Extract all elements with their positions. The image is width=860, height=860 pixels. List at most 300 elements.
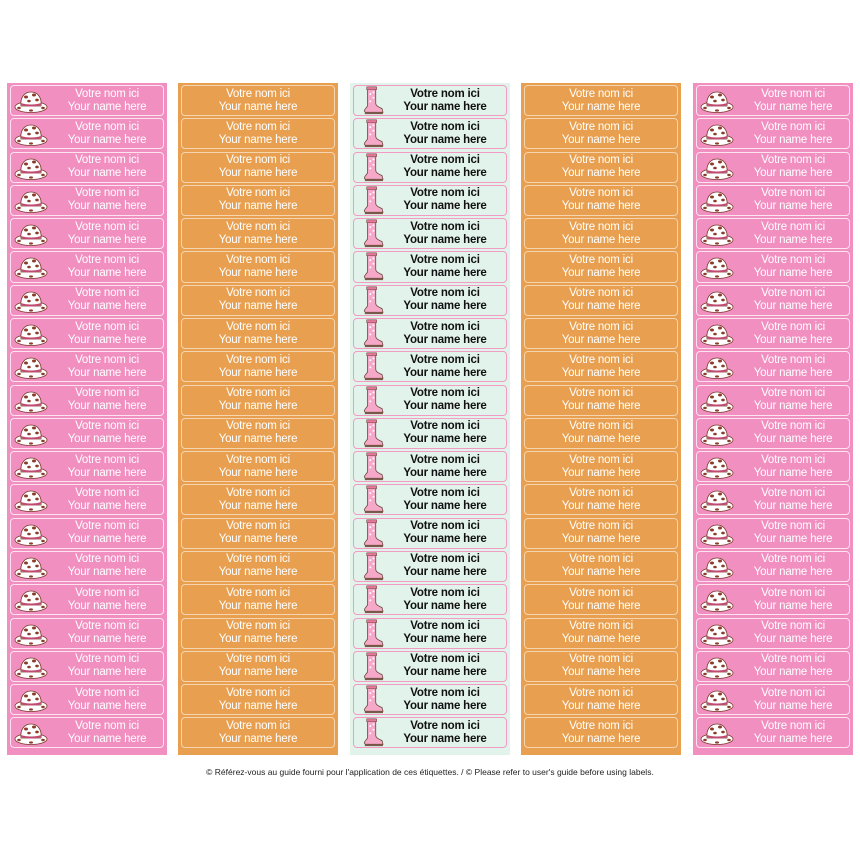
label-name-en: Your name here [67, 699, 147, 712]
label-text [737, 288, 849, 313]
label-text [384, 288, 506, 313]
name-label [353, 218, 507, 249]
label-name-en: Your name here [753, 599, 833, 612]
label-name-en: Your name here [561, 133, 641, 146]
label-text [384, 487, 506, 512]
name-label [353, 251, 507, 282]
name-label [524, 318, 678, 349]
label-text [182, 554, 334, 579]
label-text [525, 321, 677, 346]
name-label [181, 85, 335, 116]
name-label [181, 484, 335, 515]
label-name-en: Your name here [561, 200, 641, 213]
name-label [181, 118, 335, 149]
label-text [384, 521, 506, 546]
label-text [525, 88, 677, 113]
label-text [737, 687, 849, 712]
label-text [182, 188, 334, 213]
label-name-fr: Votre nom ici [410, 620, 480, 633]
label-name-fr: Votre nom ici [75, 620, 139, 633]
label-name-en: Your name here [67, 533, 147, 546]
cowboy-hat-icon [14, 254, 48, 280]
name-label [696, 518, 850, 549]
label-name-en: Your name here [67, 666, 147, 679]
label-name-en: Your name here [218, 133, 298, 146]
label-name-fr: Votre nom ici [75, 287, 139, 300]
label-name-fr: Votre nom ici [410, 220, 480, 233]
label-text [51, 720, 163, 745]
label-text [525, 354, 677, 379]
cowboy-boot-icon [362, 252, 384, 281]
label-text [384, 454, 506, 479]
label-text [384, 188, 506, 213]
cowboy-hat-icon [14, 421, 48, 447]
label-name-fr: Votre nom ici [761, 653, 825, 666]
label-name-en: Your name here [218, 100, 298, 113]
label-name-en: Your name here [561, 233, 641, 246]
label-name-fr: Votre nom ici [75, 653, 139, 666]
label-name-fr: Votre nom ici [569, 253, 633, 266]
label-name-fr: Votre nom ici [569, 620, 633, 633]
name-label [10, 185, 164, 216]
label-text [384, 720, 506, 745]
label-name-fr: Votre nom ici [761, 686, 825, 699]
label-name-fr: Votre nom ici [761, 253, 825, 266]
cowboy-hat-icon [14, 288, 48, 314]
name-label [696, 251, 850, 282]
label-name-en: Your name here [561, 599, 641, 612]
label-name-fr: Votre nom ici [410, 120, 480, 133]
label-name-en: Your name here [403, 466, 487, 479]
label-name-en: Your name here [753, 233, 833, 246]
label-name-fr: Votre nom ici [569, 453, 633, 466]
label-name-en: Your name here [753, 699, 833, 712]
label-name-fr: Votre nom ici [569, 287, 633, 300]
label-name-fr: Votre nom ici [569, 353, 633, 366]
label-name-en: Your name here [67, 233, 147, 246]
label-name-en: Your name here [561, 566, 641, 579]
label-name-en: Your name here [67, 633, 147, 646]
cowboy-hat-icon [14, 554, 48, 580]
name-label [181, 152, 335, 183]
name-label [696, 551, 850, 582]
label-name-fr: Votre nom ici [761, 187, 825, 200]
label-text [737, 321, 849, 346]
label-name-en: Your name here [67, 732, 147, 745]
label-name-fr: Votre nom ici [75, 486, 139, 499]
label-text [51, 654, 163, 679]
label-name-en: Your name here [218, 400, 298, 413]
name-label [353, 318, 507, 349]
name-label [524, 651, 678, 682]
label-text [384, 421, 506, 446]
label-text [525, 654, 677, 679]
name-label [10, 584, 164, 615]
name-label [524, 218, 678, 249]
name-label [353, 418, 507, 449]
label-name-fr: Votre nom ici [226, 420, 290, 433]
label-name-en: Your name here [218, 699, 298, 712]
label-name-en: Your name here [403, 499, 487, 512]
name-label [524, 518, 678, 549]
name-label [353, 451, 507, 482]
label-name-en: Your name here [218, 466, 298, 479]
label-text [51, 521, 163, 546]
cowboy-boot-icon [362, 452, 384, 481]
label-name-en: Your name here [561, 633, 641, 646]
cowboy-hat-icon [14, 388, 48, 414]
cowboy-hat-icon [14, 354, 48, 380]
label-name-en: Your name here [403, 200, 487, 213]
name-label [353, 152, 507, 183]
label-name-en: Your name here [218, 300, 298, 313]
label-name-en: Your name here [218, 633, 298, 646]
cowboy-hat-icon [14, 454, 48, 480]
label-name-fr: Votre nom ici [410, 586, 480, 599]
label-name-en: Your name here [218, 599, 298, 612]
label-name-en: Your name here [403, 300, 487, 313]
name-label [524, 451, 678, 482]
label-name-fr: Votre nom ici [569, 586, 633, 599]
cowboy-boot-icon [362, 585, 384, 614]
label-name-fr: Votre nom ici [761, 87, 825, 100]
label-text [384, 354, 506, 379]
label-text [384, 254, 506, 279]
label-name-en: Your name here [67, 566, 147, 579]
name-label [10, 385, 164, 416]
label-text [525, 487, 677, 512]
label-name-en: Your name here [67, 433, 147, 446]
label-name-en: Your name here [403, 633, 487, 646]
name-label [353, 584, 507, 615]
label-name-en: Your name here [753, 732, 833, 745]
label-text [182, 288, 334, 313]
label-text [51, 621, 163, 646]
label-text [384, 654, 506, 679]
name-label [10, 717, 164, 748]
name-label [524, 484, 678, 515]
name-label [524, 285, 678, 316]
cowboy-boot-icon [362, 485, 384, 514]
label-text [525, 421, 677, 446]
label-name-fr: Votre nom ici [410, 653, 480, 666]
label-name-fr: Votre nom ici [761, 420, 825, 433]
label-text [737, 587, 849, 612]
label-name-fr: Votre nom ici [410, 453, 480, 466]
label-name-en: Your name here [753, 133, 833, 146]
label-name-en: Your name here [403, 366, 487, 379]
cowboy-boot-icon [362, 519, 384, 548]
name-label [696, 717, 850, 748]
label-name-en: Your name here [753, 499, 833, 512]
label-name-en: Your name here [67, 400, 147, 413]
label-name-fr: Votre nom ici [226, 453, 290, 466]
label-text [384, 155, 506, 180]
label-text [525, 720, 677, 745]
label-text [737, 188, 849, 213]
name-label [353, 385, 507, 416]
name-label [696, 152, 850, 183]
label-name-en: Your name here [753, 200, 833, 213]
label-name-fr: Votre nom ici [761, 220, 825, 233]
name-label [181, 185, 335, 216]
label-name-en: Your name here [561, 266, 641, 279]
cowboy-boot-icon [362, 386, 384, 415]
label-text [51, 687, 163, 712]
name-label [181, 251, 335, 282]
cowboy-hat-icon [700, 288, 734, 314]
label-name-fr: Votre nom ici [75, 154, 139, 167]
label-name-fr: Votre nom ici [75, 353, 139, 366]
name-label [353, 618, 507, 649]
label-name-fr: Votre nom ici [226, 320, 290, 333]
label-name-en: Your name here [67, 366, 147, 379]
label-name-en: Your name here [753, 400, 833, 413]
label-name-fr: Votre nom ici [75, 520, 139, 533]
cowboy-hat-icon [14, 321, 48, 347]
label-text [384, 321, 506, 346]
label-name-en: Your name here [403, 732, 487, 745]
label-name-en: Your name here [218, 366, 298, 379]
label-name-fr: Votre nom ici [569, 553, 633, 566]
name-label [696, 285, 850, 316]
label-text [182, 221, 334, 246]
name-label [181, 651, 335, 682]
label-name-en: Your name here [561, 699, 641, 712]
label-name-en: Your name here [403, 233, 487, 246]
label-name-fr: Votre nom ici [761, 553, 825, 566]
label-name-fr: Votre nom ici [410, 187, 480, 200]
label-text [525, 288, 677, 313]
label-name-fr: Votre nom ici [761, 320, 825, 333]
label-text [384, 587, 506, 612]
name-label [353, 285, 507, 316]
name-label [353, 351, 507, 382]
name-label [524, 717, 678, 748]
name-label [696, 584, 850, 615]
label-name-en: Your name here [561, 300, 641, 313]
cowboy-boot-icon [362, 619, 384, 648]
cowboy-hat-icon [700, 454, 734, 480]
name-label [696, 185, 850, 216]
name-label [10, 85, 164, 116]
label-text [182, 587, 334, 612]
name-label [10, 118, 164, 149]
label-name-en: Your name here [561, 666, 641, 679]
label-name-en: Your name here [67, 200, 147, 213]
label-text [525, 554, 677, 579]
label-name-fr: Votre nom ici [226, 686, 290, 699]
name-label [353, 551, 507, 582]
name-label [524, 385, 678, 416]
name-label [181, 717, 335, 748]
name-label [524, 152, 678, 183]
label-text [737, 654, 849, 679]
label-text [51, 254, 163, 279]
name-label [10, 251, 164, 282]
label-name-fr: Votre nom ici [761, 287, 825, 300]
label-name-fr: Votre nom ici [569, 486, 633, 499]
label-name-fr: Votre nom ici [410, 287, 480, 300]
label-name-en: Your name here [67, 499, 147, 512]
label-name-en: Your name here [403, 133, 487, 146]
label-name-en: Your name here [67, 167, 147, 180]
label-name-en: Your name here [403, 400, 487, 413]
label-name-fr: Votre nom ici [761, 353, 825, 366]
label-name-fr: Votre nom ici [75, 686, 139, 699]
label-name-en: Your name here [403, 666, 487, 679]
name-label [696, 85, 850, 116]
name-label [524, 551, 678, 582]
label-name-fr: Votre nom ici [569, 87, 633, 100]
label-text [384, 88, 506, 113]
cowboy-hat-icon [14, 687, 48, 713]
label-name-en: Your name here [753, 366, 833, 379]
cowboy-hat-icon [700, 121, 734, 147]
label-name-fr: Votre nom ici [761, 120, 825, 133]
label-text [182, 155, 334, 180]
label-name-fr: Votre nom ici [410, 320, 480, 333]
label-text [525, 388, 677, 413]
label-name-fr: Votre nom ici [761, 719, 825, 732]
label-name-en: Your name here [218, 732, 298, 745]
name-label [10, 418, 164, 449]
label-text [182, 521, 334, 546]
label-name-en: Your name here [753, 167, 833, 180]
name-label [10, 651, 164, 682]
name-label [10, 484, 164, 515]
name-label [353, 717, 507, 748]
label-name-fr: Votre nom ici [569, 719, 633, 732]
name-label [524, 85, 678, 116]
label-name-fr: Votre nom ici [75, 87, 139, 100]
label-name-fr: Votre nom ici [75, 553, 139, 566]
label-text [182, 254, 334, 279]
label-name-en: Your name here [561, 167, 641, 180]
label-name-fr: Votre nom ici [410, 154, 480, 167]
label-name-en: Your name here [218, 266, 298, 279]
cowboy-boot-icon [362, 352, 384, 381]
label-text [182, 621, 334, 646]
cowboy-hat-icon [700, 720, 734, 746]
label-name-en: Your name here [67, 266, 147, 279]
cowboy-hat-icon [700, 421, 734, 447]
name-label [696, 351, 850, 382]
name-label [181, 584, 335, 615]
label-text [384, 121, 506, 146]
name-label [353, 85, 507, 116]
label-name-en: Your name here [67, 466, 147, 479]
name-label [181, 551, 335, 582]
label-text [182, 88, 334, 113]
label-column-1 [7, 83, 167, 755]
label-name-fr: Votre nom ici [761, 520, 825, 533]
label-name-en: Your name here [67, 133, 147, 146]
name-label [10, 152, 164, 183]
label-text [182, 454, 334, 479]
name-label [524, 684, 678, 715]
cowboy-boot-icon [362, 186, 384, 215]
label-text [525, 254, 677, 279]
name-label [181, 418, 335, 449]
label-text [51, 155, 163, 180]
label-text [384, 388, 506, 413]
label-name-fr: Votre nom ici [410, 87, 480, 100]
cowboy-hat-icon [700, 221, 734, 247]
cowboy-hat-icon [14, 654, 48, 680]
label-name-fr: Votre nom ici [226, 187, 290, 200]
name-label [524, 618, 678, 649]
name-label [10, 318, 164, 349]
label-text [182, 354, 334, 379]
label-text [737, 155, 849, 180]
label-name-en: Your name here [753, 266, 833, 279]
label-name-fr: Votre nom ici [226, 719, 290, 732]
cowboy-hat-icon [14, 587, 48, 613]
label-name-fr: Votre nom ici [75, 586, 139, 599]
label-name-fr: Votre nom ici [226, 387, 290, 400]
label-name-en: Your name here [561, 533, 641, 546]
name-label [524, 351, 678, 382]
cowboy-hat-icon [700, 388, 734, 414]
name-label [181, 684, 335, 715]
label-text [525, 188, 677, 213]
label-name-en: Your name here [67, 100, 147, 113]
name-label [181, 385, 335, 416]
label-name-fr: Votre nom ici [226, 553, 290, 566]
label-name-fr: Votre nom ici [410, 387, 480, 400]
label-name-fr: Votre nom ici [761, 620, 825, 633]
label-name-fr: Votre nom ici [410, 353, 480, 366]
label-name-en: Your name here [218, 666, 298, 679]
label-name-fr: Votre nom ici [569, 520, 633, 533]
label-name-fr: Votre nom ici [569, 187, 633, 200]
label-text [737, 221, 849, 246]
label-text [51, 288, 163, 313]
label-text [51, 454, 163, 479]
label-name-fr: Votre nom ici [75, 719, 139, 732]
label-name-fr: Votre nom ici [226, 120, 290, 133]
name-label [10, 451, 164, 482]
name-label [181, 518, 335, 549]
label-name-en: Your name here [218, 167, 298, 180]
name-label [10, 551, 164, 582]
cowboy-hat-icon [700, 188, 734, 214]
label-name-en: Your name here [753, 300, 833, 313]
label-text [51, 221, 163, 246]
label-text [51, 321, 163, 346]
label-name-en: Your name here [403, 533, 487, 546]
label-name-fr: Votre nom ici [226, 154, 290, 167]
label-name-fr: Votre nom ici [761, 387, 825, 400]
label-name-fr: Votre nom ici [226, 353, 290, 366]
label-name-en: Your name here [561, 366, 641, 379]
label-text [737, 354, 849, 379]
label-text [525, 454, 677, 479]
label-name-en: Your name here [218, 499, 298, 512]
label-name-fr: Votre nom ici [569, 154, 633, 167]
name-label [524, 584, 678, 615]
label-name-fr: Votre nom ici [569, 686, 633, 699]
label-text [737, 121, 849, 146]
label-name-fr: Votre nom ici [226, 220, 290, 233]
label-name-en: Your name here [403, 433, 487, 446]
name-label [181, 351, 335, 382]
name-label [696, 451, 850, 482]
label-text [182, 321, 334, 346]
cowboy-hat-icon [700, 621, 734, 647]
label-text [51, 188, 163, 213]
